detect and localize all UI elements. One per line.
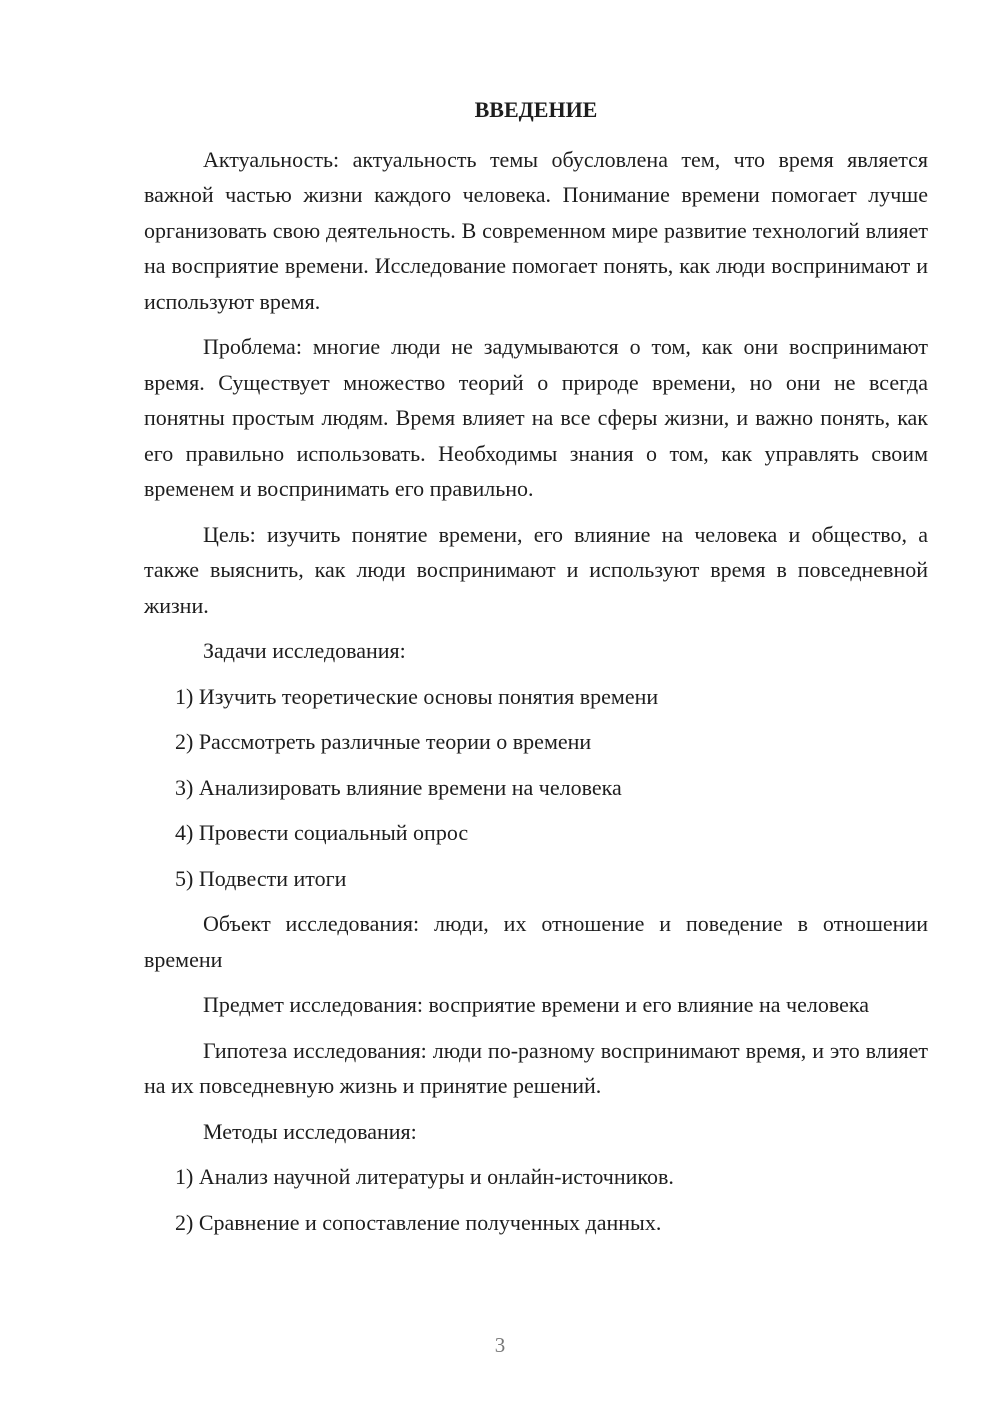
methods-list: [144, 1159, 928, 1240]
page-number: 3: [494, 1333, 506, 1357]
paragraph-subject: Предмет исследования: восприятие времени и его влияние на человека: [203, 992, 869, 1017]
list-item: 2) Рассмотреть различные теории о времени: [175, 729, 592, 754]
tasks-heading: Задачи исследования:: [203, 638, 406, 663]
paragraph-hypothesis: Гипотеза исследования: люди по-разному воспринимают время, и это влияет на их повседневную жизнь и принятие решений.: [144, 1037, 928, 1098]
document-page: [144, 92, 928, 1250]
page-title: ВВЕДЕНИЕ: [474, 97, 598, 122]
list-item: 1) Изучить теоретические основы понятия времени: [175, 683, 659, 709]
tasks-list: [144, 679, 928, 897]
paragraph-actuality: Актуальность: актуальность темы обусловлена тем, что время является важной частью жизни каждого человека. Понимание времени помогает лучше организовать свою деятельность. В современном мире развитие технологий влияет на восприятие времени. Исследование помогает понять, как люди воспринимают и используют время.: [144, 146, 928, 314]
list-item: 2) Сравнение и сопоставление полученных данных.: [175, 1209, 662, 1235]
paragraph-object: Объект исследования: люди, их отношение и поведение в отношении времени: [144, 911, 928, 972]
paragraph-goal: Цель: изучить понятие времени, его влияние на человека и общество, а также выяснить, как люди воспринимают и используют время в повседневной жизни.: [144, 521, 928, 618]
methods-heading: Методы исследования:: [203, 1118, 417, 1144]
list-item: 3) Анализировать влияние времени на человека: [175, 774, 622, 800]
list-item: 1) Анализ научной литературы и онлайн-источников.: [175, 1164, 674, 1189]
list-item: 5) Подвести итоги: [175, 865, 347, 891]
paragraph-problem: Проблема: многие люди не задумываются о том, как они воспринимают время. Существует множество теорий о природе времени, но они не всегда понятны простым людям. Время влияет на все сферы жизни, и важно понять, как его правильно использовать. Необходимы знания о том, как управлять своим временем и воспринимать его правильно.: [144, 334, 928, 501]
list-item: 4) Провести социальный опрос: [175, 820, 469, 845]
